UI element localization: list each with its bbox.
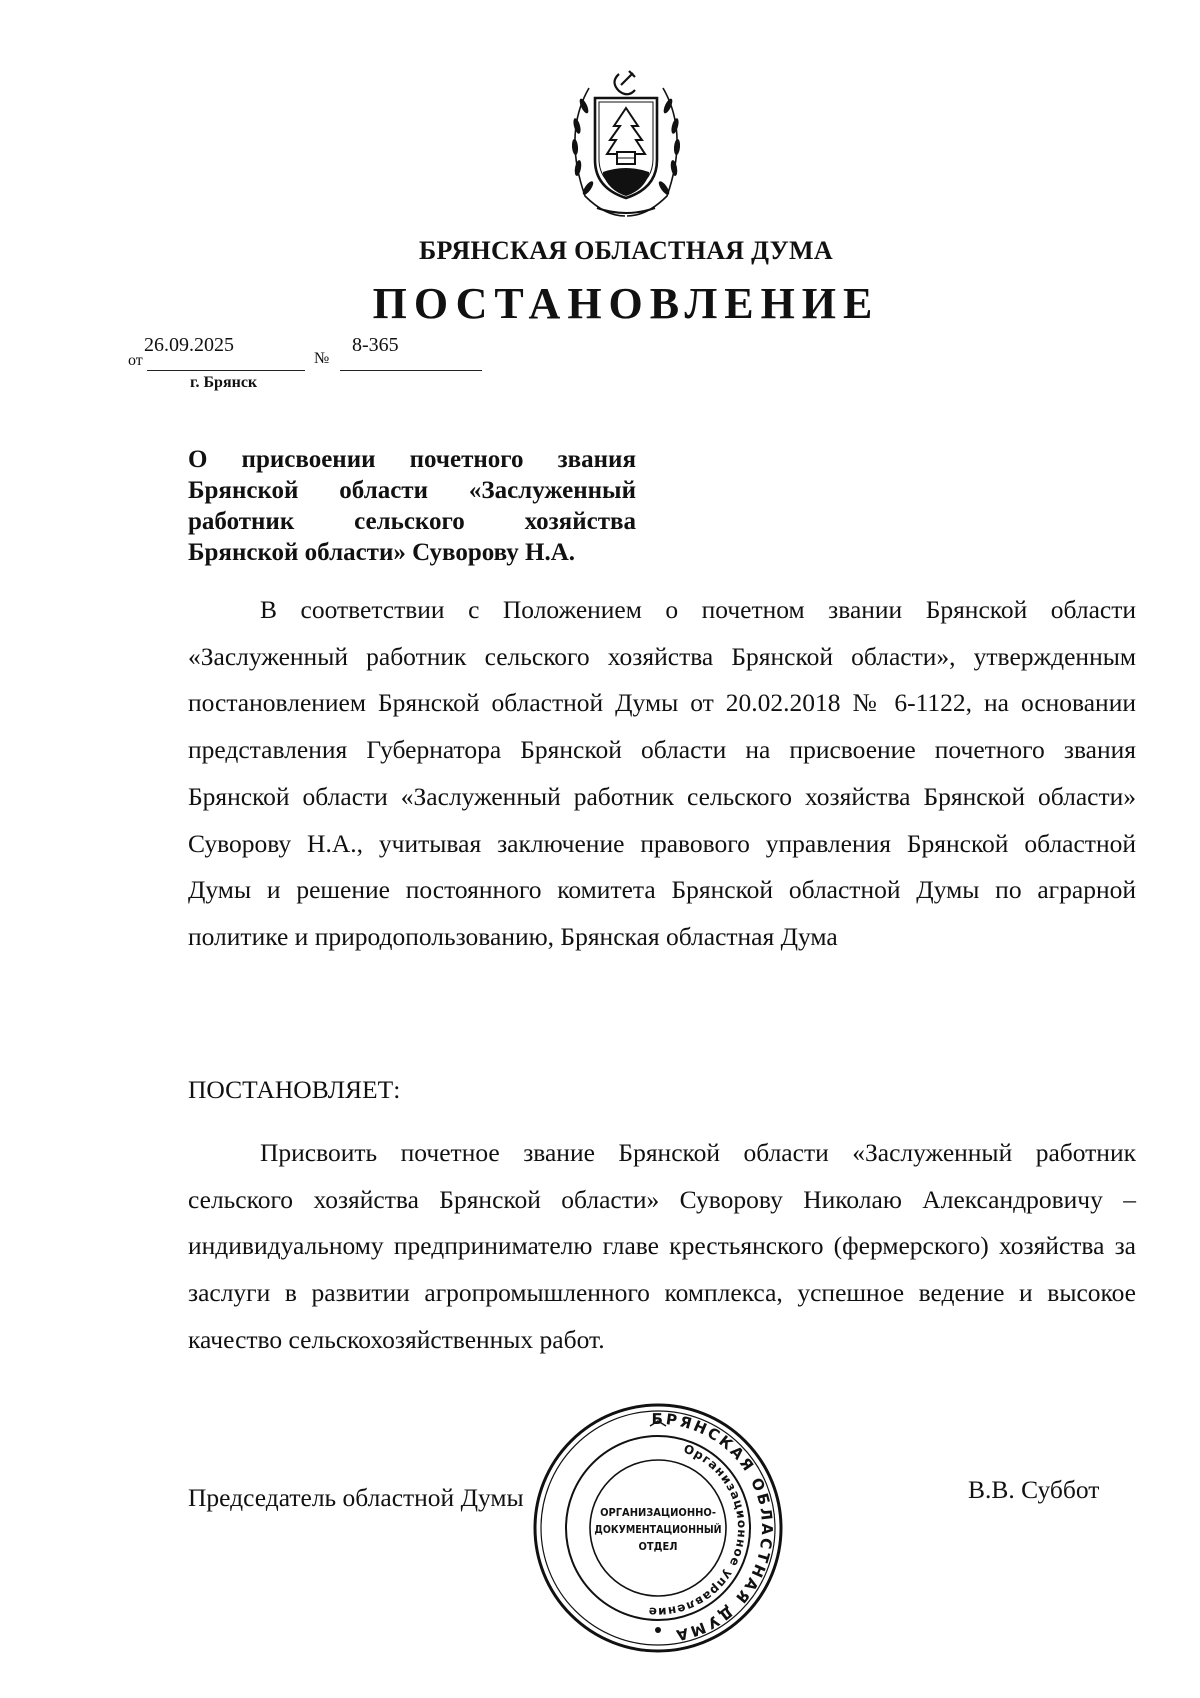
stamp-center-line-3: ОТДЕЛ — [638, 1540, 678, 1553]
document-title: О присвоении почетного звания Брянской области «Заслуженный работник сельского хозяйства Брянской области» Суворову Н.А. — [188, 446, 636, 566]
org-name: БРЯНСКАЯ ОБЛАСТНАЯ ДУМА — [419, 236, 833, 265]
date-label: от — [128, 352, 143, 369]
number-underline — [340, 370, 482, 371]
signatory-name: В.В. Суббот — [968, 1475, 1100, 1504]
document-date: 26.09.2025 — [144, 334, 234, 356]
stamp-center-line-2: ДОКУМЕНТАЦИОННЫЙ — [594, 1524, 722, 1536]
stamp-center-line-1: ОРГАНИЗАЦИОННО- — [600, 1506, 716, 1519]
resolution-paragraph: Присвоить почетное звание Брянской области «Заслуженный работник сельского хозяйства Брянской области» Суворову Николаю Александровичу – индивидуальному предпринимателю главе крестьянского (фермерского) хозяйства за заслуги в развитии агропромышленного комплекса, успешное ведение и высокое качество сельскохозяйственных работ. — [188, 1138, 1136, 1354]
decree-word: ПОСТАНОВЛЯЕТ: — [188, 1075, 401, 1104]
coat-of-arms-icon — [551, 60, 701, 220]
date-underline — [147, 370, 305, 371]
official-stamp-icon — [530, 1400, 786, 1656]
stamp-inner-ring-text: Организационное управление — [647, 1441, 750, 1620]
document-number: 8-365 — [352, 334, 399, 356]
city: г. Брянск — [190, 374, 258, 391]
signatory-position: Председатель областной Думы — [188, 1483, 524, 1512]
document-type: ПОСТАНОВЛЕНИЕ — [372, 279, 880, 328]
stamp-outer-text: БРЯНСКАЯ ОБЛАСТНАЯ ДУМА — [651, 1409, 777, 1645]
number-label: № — [314, 350, 330, 367]
preamble-paragraph: В соответствии с Положением о почетном звании Брянской области «Заслуженный работник сельского хозяйства Брянской области», утвержденным постановлением Брянской областной Думы от 20.02.2018 № 6-1122, на основании представления Губернатора Брянской области на присвоение почетного звания Брянской области «Заслуженный работник сельского хозяйства Брянской области» Суворову Н.А., учитывая заключение правового управления Брянской областной Думы и решение постоянного комитета Брянской областной Думы по аграрной политике и природопользованию, Брянская областная Дума — [188, 595, 1136, 951]
